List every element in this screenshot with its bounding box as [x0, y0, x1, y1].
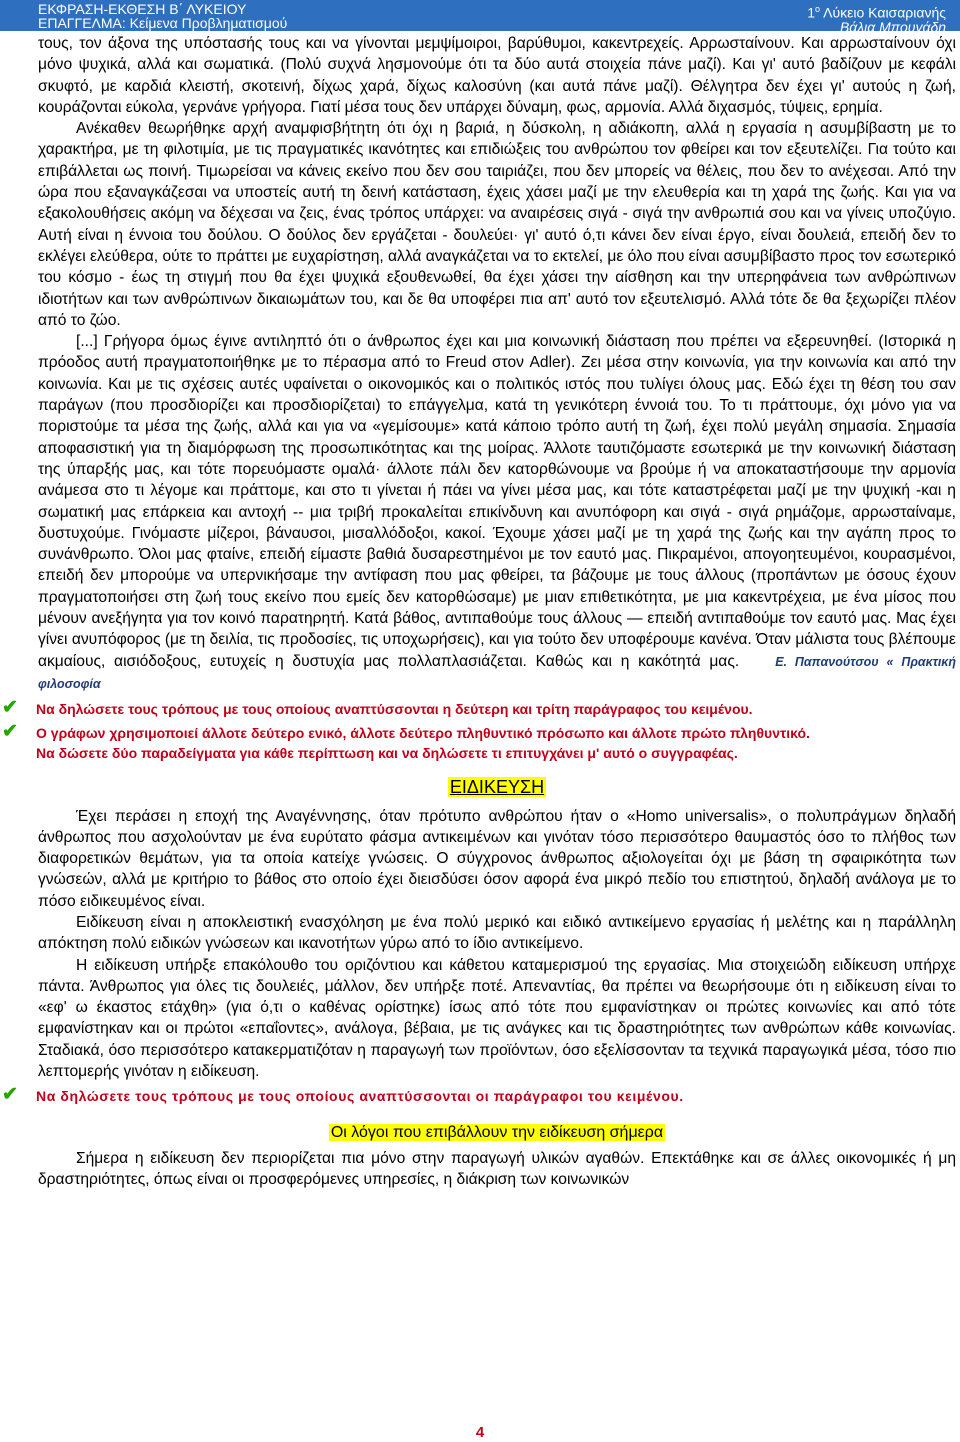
- paragraph: Ανέκαθεν θεωρήθηκε αρχή αναμφισβήτητη ότι όχι η βαριά, η δύσκολη, η αδιάκοπη, αλλά η εργασία η ασυμβίβαστη με το χαρακτήρα, με τη φιλοτιμία, με τις πραγματικές ικανότητες και επιδιώξεις του ανθρώπου τον φθείρει και τον εξευτελίζει. Για τούτο και επιβάλλεται ως ποινή. Τιμωρείσαι να κάνεις εκείνο που δεν σου ταιριάζει, που δεν μπορείς να θέλεις, που δεν το ανέχεσαι. Από την ώρα που εξαναγκάζεσαι να υποστείς αυτή τη δεινή κατάσταση, έχεις χάσει μαζί με την ελευθερία και τη χαρά της ζωής. Και για να εξακολουθήσεις ακόμη να δέχεσαι να ζεις, ένας τρόπος υπάρχει: να αναιρέσεις σιγά - σιγά την ανθρωπιά σου και να γίνεις υποζύγιο. Αυτή είναι η έννοια του δούλου. Ο δούλος δεν εργάζεται - δουλεύει· γι' αυτό ό,τι κάνει δεν είναι έργο, είναι δουλειά, επειδή δεν το εκλέγει ελεύθερα, ούτε το πράττει με ευχαρίστηση, αλλά αναγκάζεται να το εκτελεί, με όλο που είναι ασυμβίβαστο προς τον εσωτερικό του κόσμο - έως τη στιγμή που θα έχει ψυχικά εξουθενωθεί, θα έχει χάσει την αίσθηση και την υπερηφάνεια των ανθρώπινων ιδιοτήτων και των ανθρώπινων δικαιωμάτων του, και δε θα υποφέρει πια απ' αυτό τον εξευτελισμό. Αλλά τότε δε θα ξεχωρίζει πλέον από το ζώο.: [38, 120, 956, 329]
- task-item: ✔ Να δηλώσετε τους τρόπους με τους οποίους αναπτύσσονται η δεύτερη και τρίτη παράγραφος του κειμένου.: [2, 697, 753, 719]
- unit-title: ΕΠΑΓΓΕΛΜΑ: Κείμενα Προβληματισμού: [38, 15, 288, 31]
- paragraph: Η ειδίκευση υπήρξε επακόλουθο του οριζόντιου και κάθετου καταμερισμού της εργασίας. Μια στοιχειώδη ειδίκευση υπήρχε πάντα. Άνθρωπος για όλες τις δουλειές, μάλλον, δεν υπήρξε ποτέ. Απεναντίας, θα πρέπει να θεωρήσουμε ότι η ειδίκευση είναι το «εφ' ω έκαστος ετάχθη» (για ό,τι ο καθένας ορίστηκε) ίσως από τότε που εμφανίστηκαν οι πρώτες κοινωνίες και από τότε εμφανίστηκαν και οι πρώτοι «επαΐοντες», ανάλογα, βέβαια, με τις ανάγκες και τις δραστηριότητες των ανθρώπων κάθε κοινωνίας. Σταδιακά, όσο περισσότερο κατακερματιζόταν η παραγωγή των προϊόντων, όσο εξελίσσονταν τα τεχνικά παραγωγικά μέσα, τόσο πιο λεπτομερής γινόταν η ειδίκευση.: [38, 956, 956, 1081]
- task-item: ✔ Ο γράφων χρησιμοποιεί άλλοτε δεύτερο ενικό, άλλοτε δεύτερο πληθυντικό πρόσωπο και άλλοτε πρώτο πληθυντικό. Να δώσετε δύο παραδείγματα για κάθε περίπτωση και να δηλώσετε τι επιτυγχάνει μ' αυτό ο συγγραφέας.: [2, 721, 810, 762]
- header-right: [807, 2, 946, 34]
- checkmark-icon: ✔: [2, 697, 18, 719]
- task-item: ✔ Να δηλώσετε τους τρόπους με τους οποίους αναπτύσσονται οι παράγραφοι του κειμένου.: [2, 1084, 684, 1106]
- paragraph: τους, τον άξονα της υπόστασής τους και να γίνονται μεμψίμοιροι, βαρύθυμοι, κακεντρεχείς. Αρρωσταίνουν. Και αρρωσταίνουν όχι μόνο ψυχικά, αλλά και σωματικά. (Πολύ συχνά λησμονούμε ότι τα δύο αυτά στοιχεία πάνε μαζί). Και γι' αυτό βαδίζουν με κεφάλι σκυφτό, με καρδιά κλειστή, σκοτεινή, δίχως χαρά, δίχως καλοσύνη (και αυτά πάνε μαζί). Θέλγητρα δεν έχει γι' αυτούς η ζωή, κουράζονται εύκολα, γερνάνε γρήγορα. Γιατί μέσα τους δεν υπάρχει δύναμη, φως, αρμονία. Αλλά διχασμός, τύψεις, ερημία.: [38, 35, 956, 116]
- paragraph: [...] Γρήγορα όμως έγινε αντιληπτό ότι ο άνθρωπος έχει και μια κοινωνική διάσταση που πρέπει να εξερευνηθεί. (Ιστορικά η πρόοδος αυτή πραγματοποιήθηκε με το πέρασμα από το Freud στον Adler). Ζει μέσα στην κοινωνία, για την κοινωνία και από την κοινωνία. Και με τις σχέσεις αυτές υφαίνεται ο οικονομικός και ο πολιτικός ιστός που τυλίγει όλους μας. Εδώ έχει τη θέση του σαν παράγων (που προσδιορίζει και προσδιορίζεται) το επάγγελμα, κατά τη γενικότερη έννοιά του. Το τι πράττουμε, όχι μόνο για να ποριστούμε τα μέσα της ζωής, αλλά και για να «γεμίσουμε» κατά κάποιο τρόπο αυτή τη ζωή, έχει πολύ μεγάλη σημασία. Σημασία αποφασιστική για τη διαμόρφωση της προσωπικότητας και της μοίρας. Άλλοτε ταυτιζόμαστε εσωτερικά με την κοινωνική διάσταση της ύπαρξής μας, και τότε πορευόμαστε ομαλά· άλλοτε πάλι δεν κατορθώνουμε να βρούμε ή να αποκαταστήσουμε την αρμονία ανάμεσα στο τι λέγομε και πράττομε, και στο τι γίνεται ή πάει να γίνει μέσα μας, και τότε καταστρέφεται μαζί με την ψυχική -και η σωματική μας επάρκεια και αντοχή -- μια τριβή προκαλείται επικίνδυνη και ανυπόφορη και σιγά - σιγά ρημάζομε, αρρωσταίναμε, δυστυχούμε. Γινόμαστε μίζεροι, βάναυσοι, μισαλλόδοξοι, κακοί. Έχουμε χάσει μαζί με τη χαρά της ζωής και την αγάπη προς το συνάνθρωπο. Όλοι μας φταίνε, επειδή είμαστε βαθιά δυσαρεστημένοι με τον εαυτό μας. Πικραμένοι, απογοητευμένοι, κουρασμένοι, επειδή δεν μπορούμε να υπερνικήσαμε την αντίφαση που μας φθείρει, τα βάζουμε με τους άλλους (προπάντων με όσους έχουν πραγματοποιήσει στη ζωή τους εκείνο που εμείς δεν κατορθώσαμε) με μιαν επιθετικότητα, με μια κακεντρέχεια, με ένα μίσος που μένουν ανεξήγητα για τον κοινό παρατηρητή. Κατά βάθος, αντιπαθούμε τους άλλους — επειδή αντιπαθούμε τον εαυτό μας. Μας έχει γίνει ανυπόφορος (με τη δειλία, τις προδοσίες, τις υποχωρήσεις), και για τούτο δεν υποφέρουμε κανένα. Όταν μάλιστα τους βλέπουμε ακμαίους, αισιόδοξους, ευτυχείς η δυστυχία μας πολλαπλασιάζεται. Καθώς και η κακότητά μας. Ε. Παπανούτσου « Πρακτική φιλοσοφία: [38, 333, 957, 691]
- paragraph: Έχει περάσει η εποχή της Αναγέννησης, όταν πρότυπο ανθρώπου ήταν ο «Homo universalis», ο πολυπράγμων δηλαδή άνθρωπος που ασχολούνταν με ένα ευρύτατο φάσμα αντικειμένων και γινόταν τόσο περισσότερο θαυμαστός όσο το πλήθος των διαφορετικών θεμάτων, για τα οποία κατείχε γνώσεις. Ο σύγχρονος άνθρωπος αξιολογείται όχι με βάση τη σφαιρικότητα των γνώσεών, αλλά με κριτήριο το βάθος στο οποίο έχει διεισδύσει όσον αφορά ένα μικρό πεδίο του επιστητού, δηλαδή ανάλογα με το πόσο ειδικευμένος είναι.: [38, 807, 956, 910]
- checkmark-icon: ✔: [2, 721, 18, 743]
- header-left: [38, 2, 287, 30]
- task-list: [2, 697, 956, 763]
- document-body: [2, 33, 957, 1190]
- section-heading: ΕΙΔΙΚΕΥΣΗ: [449, 777, 545, 798]
- section-heading: Οι λόγοι που επιβάλλουν την ειδίκευση σήμερα: [330, 1124, 664, 1142]
- page-header: [0, 0, 960, 35]
- paragraph: Ειδίκευση είναι η αποκλειστική ενασχόληση με ένα πολύ μερικό και ειδικό αντικείμενο εργασίας ή μελέτης και η παράλληλη απόκτηση πολύ ειδικών γνώσεων και ικανοτήτων γύρω από το ίδιο αντικείμενο.: [38, 913, 956, 953]
- course-title: ΕΚΦΡΑΣΗ-ΕΚΘΕΣΗ Β΄ ΛΥΚΕΙΟΥ: [38, 1, 247, 17]
- paragraph: Σήμερα η ειδίκευση δεν περιορίζεται πια μόνο στην παραγωγή υλικών αγαθών. Επεκτάθηκε και σε άλλες οικονομικές ή μη δραστηριότητες, όπως είναι οι προσφερόμενες υπηρεσίες, η διάκριση των κοινωνικών: [38, 1149, 956, 1188]
- author-name: Βάλια Μπουγάδη: [839, 18, 946, 35]
- school-name: $1^o$ Λύκειο Καισαριανής: [807, 4, 946, 21]
- page-number: 4: [475, 1424, 485, 1441]
- checkmark-icon: ✔: [2, 1084, 19, 1106]
- source-attribution: Ε. Παπανούτσου « Πρακτική φιλοσοφία: [38, 654, 957, 691]
